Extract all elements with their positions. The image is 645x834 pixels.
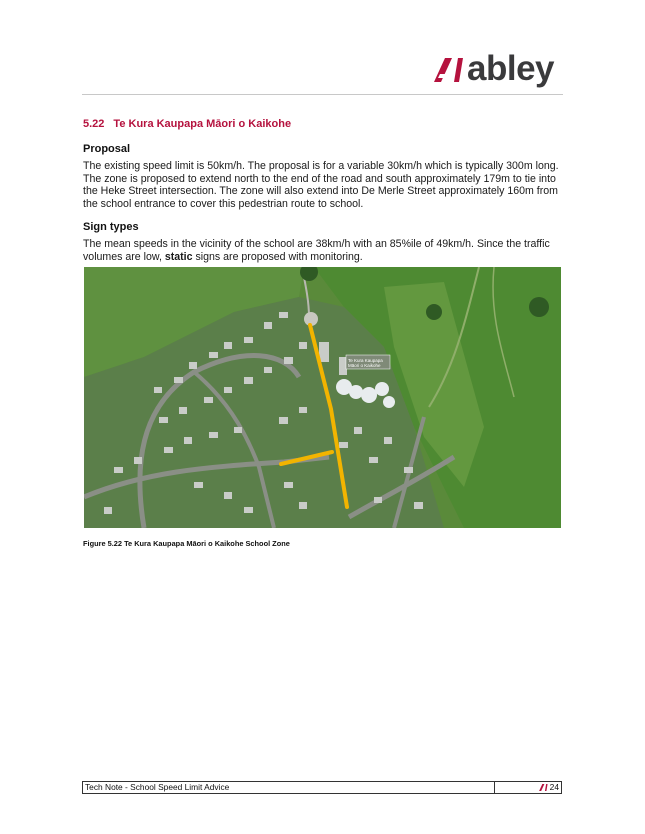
school-label-2: Māori o Kaikohe bbox=[348, 363, 381, 368]
proposal-paragraph: The existing speed limit is 50km/h. The proposal is for a variable 30km/h which is typically 300m long. The zone is proposed to extend north to the end of the road and south approximately 179m to tie into the Heke Street intersection. The zone will also extend into De Merle Street approximately 160m from the school entrance to cover this pedestrian route to school. bbox=[83, 160, 559, 210]
header-divider bbox=[82, 94, 563, 95]
figure-caption: Figure 5.22 Te Kura Kaupapa Māori o Kaikohe School Zone bbox=[83, 539, 290, 548]
proposal-heading: Proposal bbox=[83, 143, 131, 155]
page-footer bbox=[82, 781, 562, 794]
sign-types-text-1: The mean speeds in the vicinity of the school are 38km/h with an 85%ile of 49km/h. Since the traffic volumes are low, bbox=[83, 238, 550, 263]
school-label: Te Kura Kaupapa bbox=[348, 358, 383, 363]
abley-mark-icon bbox=[434, 58, 464, 82]
footer-title: Tech Note - School Speed Limit Advice bbox=[83, 782, 495, 793]
sign-types-text-2: signs are proposed with monitoring. bbox=[192, 250, 363, 263]
sign-types-heading: Sign types bbox=[83, 221, 139, 233]
tree bbox=[529, 297, 549, 317]
page-number: 24 bbox=[549, 782, 559, 792]
section-number: 5.22 bbox=[83, 118, 105, 130]
abley-mini-mark-icon bbox=[539, 784, 548, 791]
section-heading bbox=[83, 118, 291, 130]
aerial-map-figure bbox=[84, 267, 561, 528]
section-title: Te Kura Kaupapa Māori o Kaikohe bbox=[113, 118, 292, 130]
sign-types-bold: static bbox=[164, 250, 193, 263]
logo-wordmark: abley bbox=[467, 48, 554, 88]
abley-logo bbox=[434, 48, 554, 88]
footer-page-cell bbox=[495, 782, 561, 793]
sign-types-paragraph bbox=[83, 238, 563, 263]
tree bbox=[426, 304, 442, 320]
